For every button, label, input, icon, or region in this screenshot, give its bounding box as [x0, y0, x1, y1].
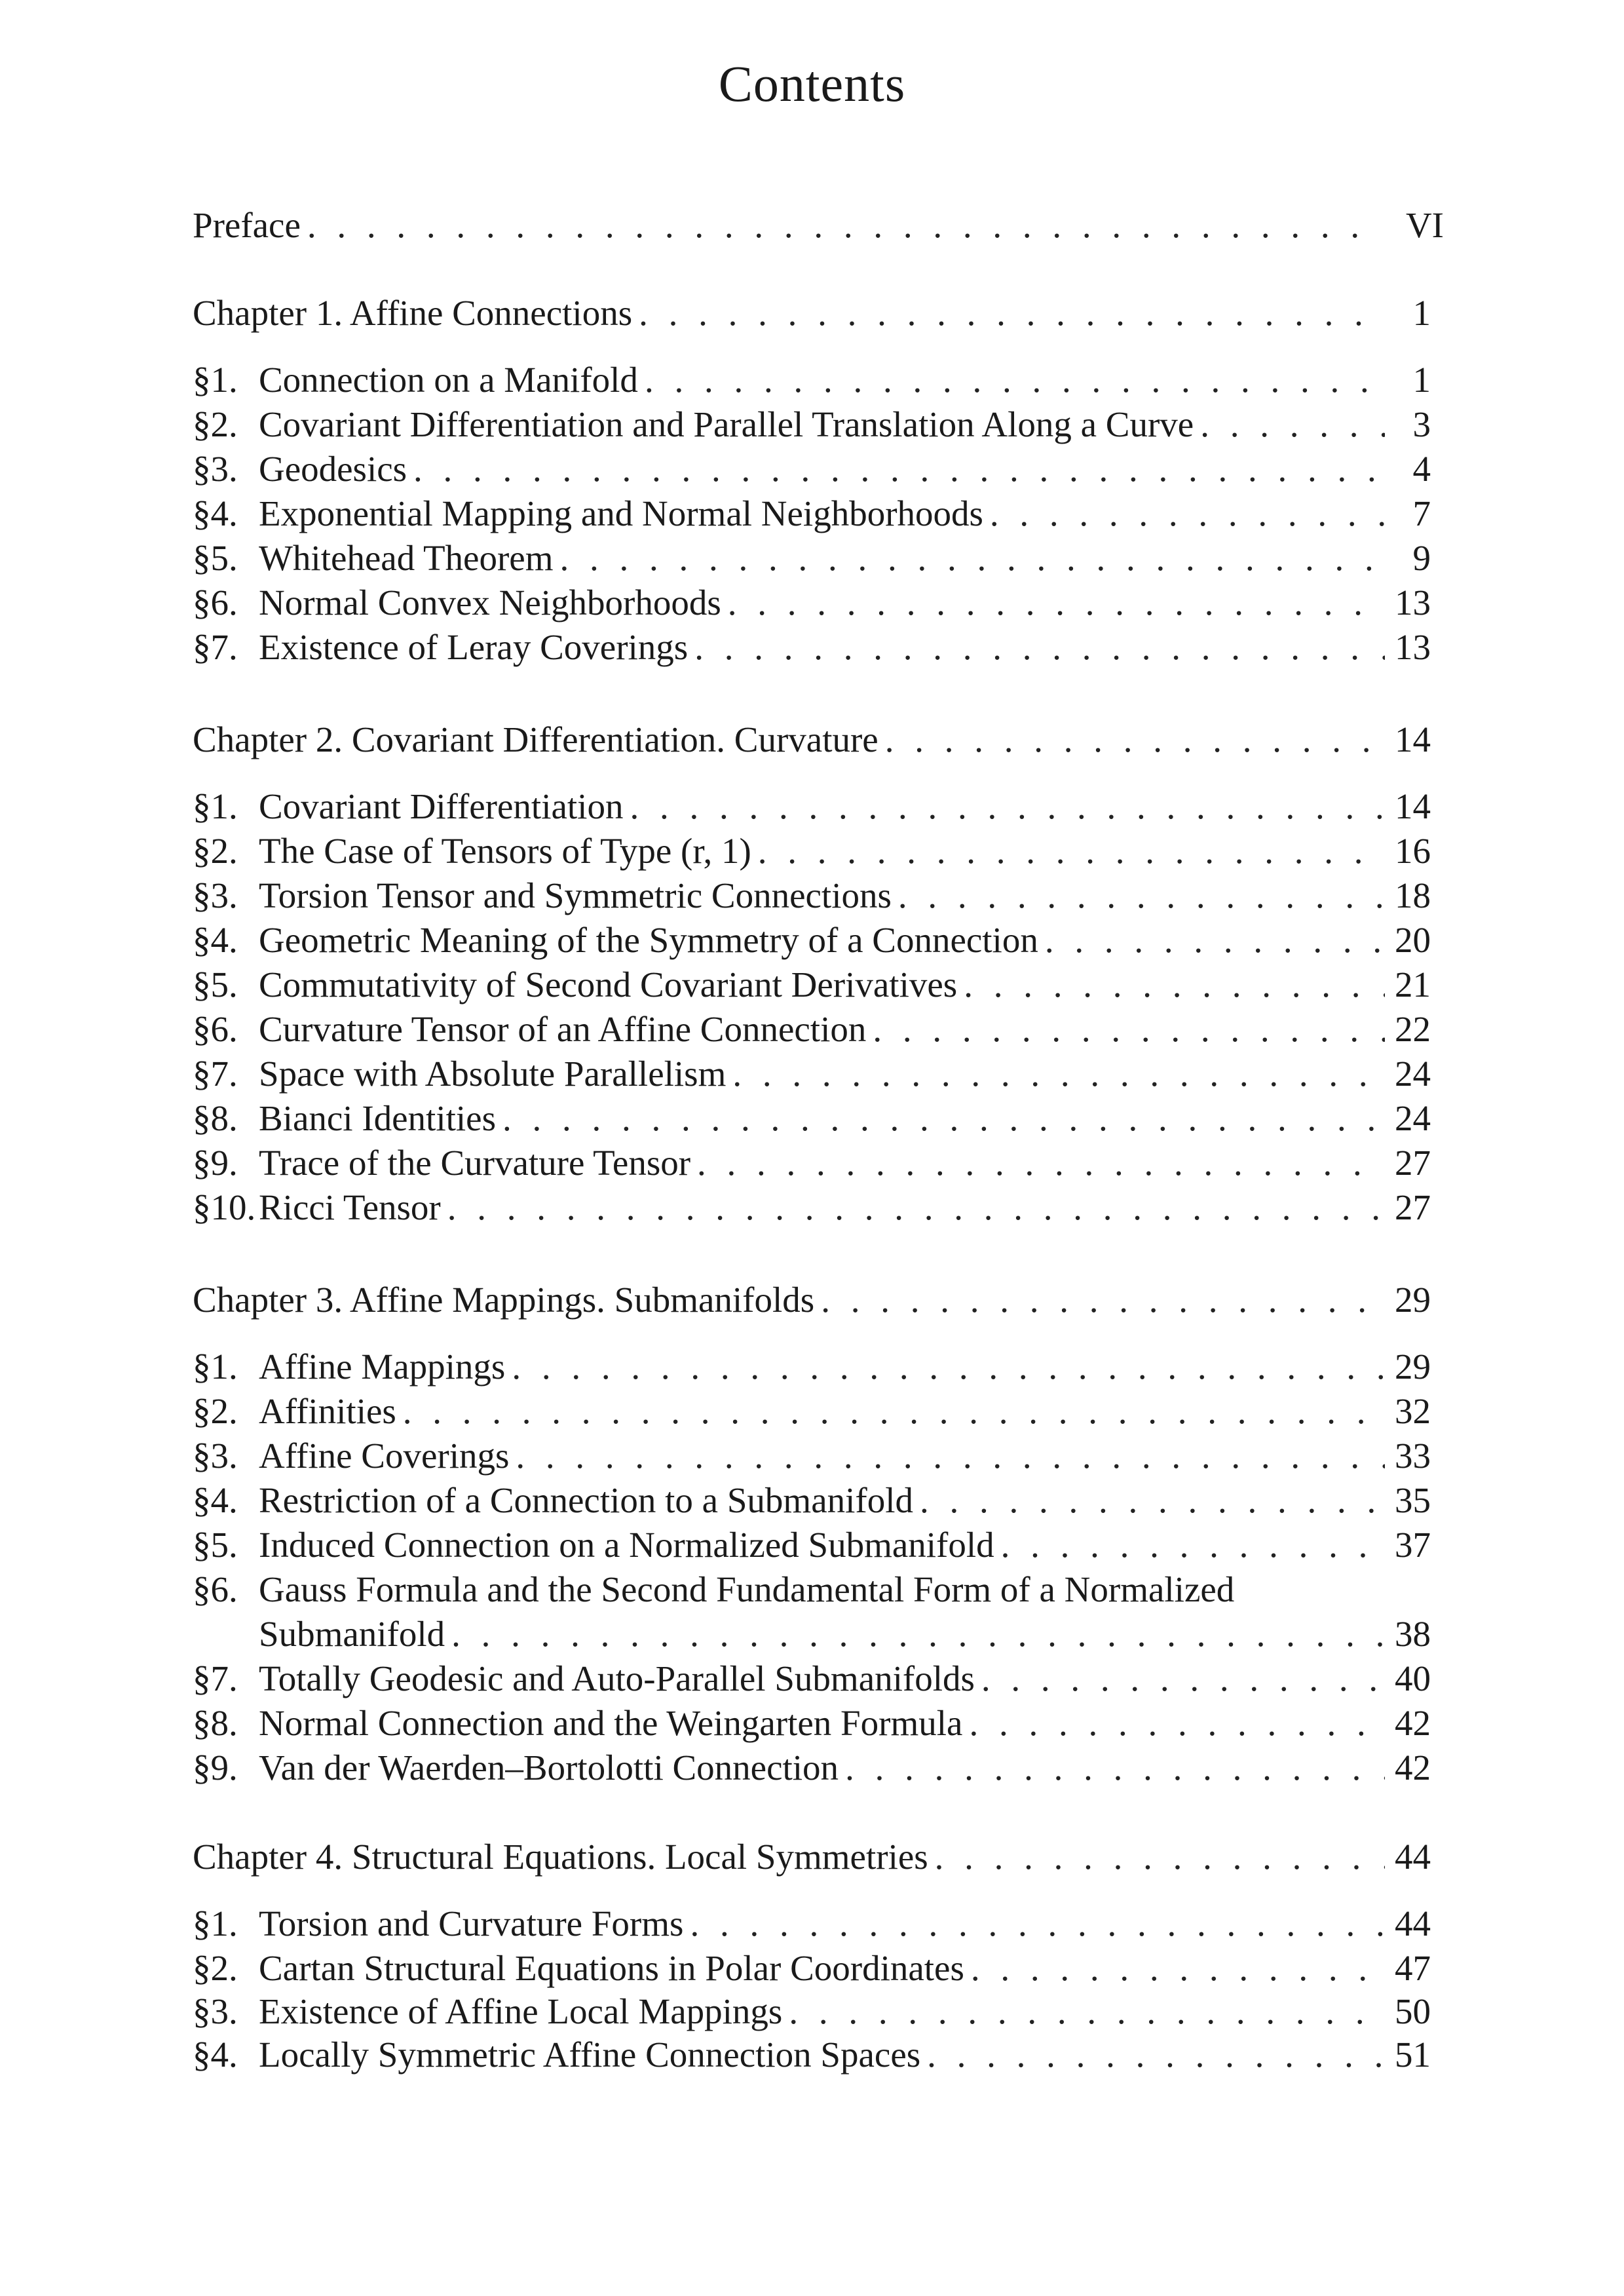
toc-page-number: 14	[1395, 786, 1431, 826]
toc-page-number: 20	[1395, 920, 1431, 960]
section-title: Curvature Tensor of an Affine Connection	[259, 1009, 867, 1049]
toc-section-entry	[193, 1656, 1431, 1701]
section-title: Locally Symmetric Affine Connection Spaces	[259, 2035, 921, 2075]
toc-page-number: 50	[1395, 1991, 1431, 2031]
toc-section-entry	[193, 1389, 1431, 1434]
dot-leader	[969, 1701, 1385, 1746]
section-number: §7.	[193, 1658, 238, 1698]
toc-section-entry	[193, 358, 1431, 402]
section-title: Trace of the Curvature Tensor	[259, 1143, 691, 1183]
toc-page-number: 38	[1395, 1614, 1431, 1654]
toc-section-entry	[193, 536, 1431, 581]
section-title: Space with Absolute Parallelism	[259, 1054, 727, 1094]
section-title: Geodesics	[259, 449, 407, 489]
toc-section-entry	[193, 1746, 1431, 1790]
toc-chapter-heading	[193, 1278, 1431, 1322]
section-title: Gauss Formula and the Second Fundamental Form of a Normalized	[259, 1569, 1235, 1609]
section-title-continuation: Submanifold	[259, 1614, 445, 1654]
toc-chapter-heading	[193, 291, 1431, 335]
section-number: §6.	[193, 583, 238, 622]
section-title: Existence of Affine Local Mappings	[259, 1991, 783, 2031]
dot-leader	[1001, 1523, 1385, 1567]
section-number: §7.	[193, 1054, 238, 1094]
toc-entry-label: Preface	[193, 205, 301, 245]
section-number: §3.	[193, 449, 238, 489]
dot-leader	[821, 1278, 1385, 1322]
section-number: §9.	[193, 1143, 238, 1183]
toc-section-entry	[193, 873, 1431, 918]
toc-page-number: 33	[1395, 1436, 1431, 1476]
section-title: Exponential Mapping and Normal Neighborhoods	[259, 493, 983, 533]
toc-page-number: 42	[1395, 1748, 1431, 1788]
section-number: §8.	[193, 1098, 238, 1138]
toc-section-entry	[193, 1989, 1431, 2034]
section-number: §3.	[193, 1991, 238, 2031]
section-number: §1.	[193, 786, 238, 826]
toc-page-number: 44	[1395, 1837, 1431, 1877]
dot-leader	[885, 718, 1385, 762]
dot-leader	[981, 1656, 1385, 1701]
toc-section-entry	[193, 625, 1431, 670]
section-number: §3.	[193, 875, 238, 915]
section-number: §1.	[193, 360, 238, 400]
section-number: §3.	[193, 1436, 238, 1476]
toc-section-entry	[193, 1052, 1431, 1096]
toc-section-entry	[193, 1701, 1431, 1746]
toc-page-number: 18	[1395, 875, 1431, 915]
toc-page-number: 51	[1395, 2035, 1431, 2075]
dot-leader	[447, 1185, 1385, 1230]
section-number: §2.	[193, 1948, 238, 1988]
toc-page-number: 27	[1395, 1143, 1431, 1183]
section-title: Torsion and Curvature Forms	[259, 1904, 684, 1943]
section-number: §9.	[193, 1748, 238, 1788]
dot-leader	[502, 1096, 1385, 1141]
toc-page-number: 14	[1395, 719, 1431, 759]
section-title: Geometric Meaning of the Symmetry of a Connection	[259, 920, 1038, 960]
toc-section-entry	[193, 1007, 1431, 1052]
section-title: Commutativity of Second Covariant Derivatives	[259, 965, 958, 1004]
toc-page-number: 27	[1395, 1187, 1431, 1227]
section-number: §2.	[193, 1391, 238, 1431]
dot-leader	[690, 1902, 1385, 1946]
toc-page-number: VI	[1405, 205, 1444, 245]
toc-page-number: 32	[1395, 1391, 1431, 1431]
toc-chapter-heading	[193, 1835, 1431, 1879]
toc-section-continuation	[259, 1612, 1431, 1656]
section-number: §5.	[193, 1525, 238, 1565]
dot-leader	[935, 1835, 1385, 1879]
toc-chapter-label: Chapter 2. Covariant Differentiation. Curvature	[193, 719, 878, 759]
section-title: Van der Waerden–Bortolotti Connection	[259, 1748, 839, 1788]
toc-page-number: 22	[1395, 1009, 1431, 1049]
dot-leader	[845, 1746, 1385, 1790]
dot-leader	[413, 447, 1385, 491]
dot-leader	[630, 784, 1385, 829]
section-title: Existence of Leray Coverings	[259, 627, 689, 667]
section-title: Affine Coverings	[259, 1436, 510, 1476]
section-title: Normal Connection and the Weingarten Formula	[259, 1703, 963, 1743]
toc-page-number: 29	[1395, 1347, 1431, 1387]
section-number: §5.	[193, 965, 238, 1004]
toc-page-number: 7	[1412, 493, 1431, 533]
section-title: Connection on a Manifold	[259, 360, 638, 400]
section-title: Covariant Differentiation and Parallel Translation Along a Curve	[259, 404, 1194, 444]
dot-leader	[920, 1478, 1385, 1523]
toc-chapter-label: Chapter 3. Affine Mappings. Submanifolds	[193, 1280, 815, 1320]
section-number: §2.	[193, 831, 238, 871]
section-number: §4.	[193, 1480, 238, 1520]
section-number: §2.	[193, 404, 238, 444]
toc-page-number: 21	[1395, 965, 1431, 1004]
toc-section-entry	[193, 1478, 1431, 1523]
dot-leader	[964, 963, 1385, 1007]
section-number: §6.	[193, 1569, 238, 1609]
toc-section-entry	[193, 829, 1431, 873]
section-number: §4.	[193, 2035, 238, 2075]
section-title: Totally Geodesic and Auto-Parallel Submanifolds	[259, 1658, 975, 1698]
dot-leader	[403, 1389, 1385, 1434]
toc-page-number: 16	[1395, 831, 1431, 871]
toc-page-number: 24	[1395, 1054, 1431, 1094]
toc-page-number: 1	[1412, 293, 1431, 333]
toc-section-entry	[193, 918, 1431, 963]
toc-page-number: 1	[1412, 360, 1431, 400]
toc-page-number: 47	[1395, 1948, 1431, 1988]
section-number: §10.	[193, 1187, 256, 1227]
dot-leader	[694, 625, 1385, 670]
toc-section-entry	[193, 1141, 1431, 1185]
toc-section-entry	[193, 1345, 1431, 1389]
toc-page-number: 37	[1395, 1525, 1431, 1565]
toc-chapter-label: Chapter 4. Structural Equations. Local Symmetries	[193, 1837, 928, 1877]
toc-chapter-heading	[193, 718, 1431, 762]
toc-section-entry	[193, 1096, 1431, 1141]
toc-page-number: 9	[1412, 538, 1431, 578]
toc-page-number: 44	[1395, 1904, 1431, 1943]
section-title: Affinities	[259, 1391, 396, 1431]
toc-section-entry	[193, 1567, 1431, 1612]
toc-page-number: 4	[1412, 449, 1431, 489]
toc-page-number: 13	[1395, 627, 1431, 667]
dot-leader	[307, 203, 1382, 248]
dot-leader	[697, 1141, 1385, 1185]
toc-section-entry	[193, 784, 1431, 829]
toc-section-entry	[193, 1185, 1431, 1230]
section-number: §8.	[193, 1703, 238, 1743]
section-title: Induced Connection on a Normalized Submanifold	[259, 1525, 994, 1565]
section-title: The Case of Tensors of Type (r, 1)	[259, 831, 751, 871]
dot-leader	[1200, 402, 1385, 447]
toc-page-number: 24	[1395, 1098, 1431, 1138]
toc-section-entry	[193, 581, 1431, 625]
dot-leader	[927, 2033, 1385, 2077]
toc-section-entry	[193, 1523, 1431, 1567]
dot-leader	[728, 581, 1385, 625]
section-title: Covariant Differentiation	[259, 786, 624, 826]
toc-section-entry	[193, 402, 1431, 447]
dot-leader	[898, 873, 1385, 918]
dot-leader	[758, 829, 1385, 873]
section-title: Normal Convex Neighborhoods	[259, 583, 721, 622]
page-title: Contents	[718, 55, 906, 112]
toc-page-number: 35	[1395, 1480, 1431, 1520]
section-number: §5.	[193, 538, 238, 578]
section-title: Affine Mappings	[259, 1347, 506, 1387]
section-title: Torsion Tensor and Symmetric Connections	[259, 875, 892, 915]
toc-page-number: 3	[1412, 404, 1431, 444]
section-title: Cartan Structural Equations in Polar Coordinates	[259, 1948, 964, 1988]
toc-section-entry	[193, 447, 1431, 491]
toc-section-entry	[193, 1902, 1431, 1946]
dot-leader	[645, 358, 1385, 402]
toc-section-entry	[193, 963, 1431, 1007]
section-number: §1.	[193, 1347, 238, 1387]
dot-leader	[639, 291, 1385, 335]
toc-page-number: 40	[1395, 1658, 1431, 1698]
section-title: Bianci Identities	[259, 1098, 496, 1138]
dot-leader	[516, 1434, 1385, 1478]
section-number: §1.	[193, 1904, 238, 1943]
section-title: Ricci Tensor	[259, 1187, 441, 1227]
toc-page-number: 29	[1395, 1280, 1431, 1320]
toc-section-entry	[193, 2033, 1431, 2077]
section-number: §4.	[193, 493, 238, 533]
dot-leader	[451, 1612, 1385, 1656]
dot-leader	[732, 1052, 1385, 1096]
toc-page-number: 42	[1395, 1703, 1431, 1743]
section-number: §6.	[193, 1009, 238, 1049]
toc-section-entry	[193, 1434, 1431, 1478]
toc-section-entry	[193, 491, 1431, 536]
toc-page-number: 13	[1395, 583, 1431, 622]
toc-entry-preface	[193, 203, 1444, 248]
dot-leader	[1045, 918, 1385, 963]
dot-leader	[789, 1989, 1385, 2034]
dot-leader	[559, 536, 1385, 581]
dot-leader	[512, 1345, 1385, 1389]
dot-leader	[990, 491, 1385, 536]
toc-section-entry	[193, 1946, 1431, 1991]
dot-leader	[873, 1007, 1385, 1052]
section-number: §4.	[193, 920, 238, 960]
section-number: §7.	[193, 627, 238, 667]
section-title: Whitehead Theorem	[259, 538, 554, 578]
dot-leader	[971, 1946, 1385, 1991]
toc-chapter-label: Chapter 1. Affine Connections	[193, 293, 633, 333]
section-title: Restriction of a Connection to a Submanifold	[259, 1480, 913, 1520]
